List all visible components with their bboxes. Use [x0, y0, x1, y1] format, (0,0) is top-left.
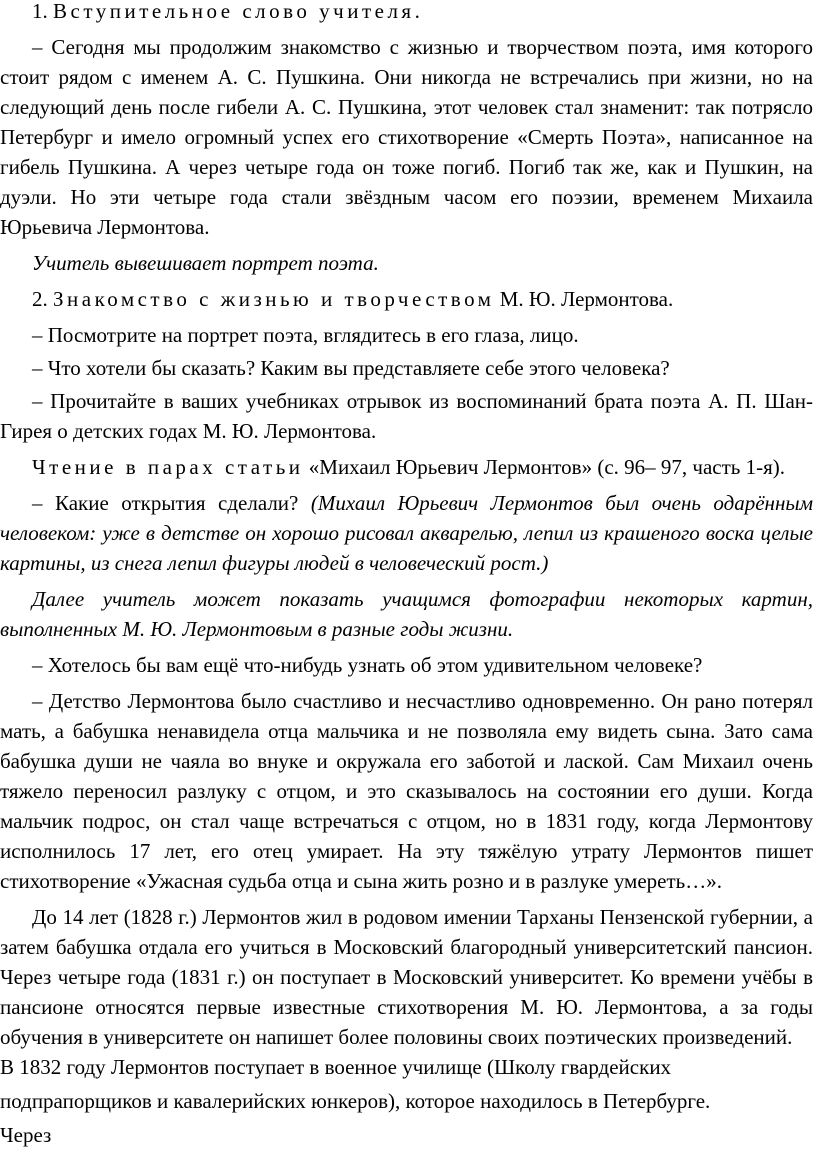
note-paintings: Далее учитель может показать учащимся фотографии некоторых картин, выполненных М. Ю. Лермонтовым в разные годы жизни.	[0, 587, 813, 641]
answer-discoveries: (Михаил Юрьевич Лермонтов был очень одарённым человеком: уже в детстве он хорошо рисовал акварелью, лепил из крашеного воска целые картины, из снега лепил фигуры людей в человеческий рост.)	[0, 491, 814, 575]
question-read: – Прочитайте в ваших учебниках отрывок из воспоминаний брата поэта А. П. Шан-Гирея о детских годах М. Ю. Лермонтова.	[0, 389, 813, 443]
paragraph-military-line2: подпрапорщиков и кавалерийских юнкеров), которое находилось в Петербурге.	[0, 1089, 711, 1113]
reading-task	[0, 452, 813, 482]
question-learn-more: – Хотелось бы вам ещё что-нибудь узнать об этом удивительном человеке?	[32, 653, 703, 677]
heading-biography-title: Знакомство с жизнью и творчеством	[53, 287, 495, 311]
paragraph-childhood: – Детство Лермонтова было счастливо и несчастливо одновременно. Он рано потерял мать, а бабушка ненавидела отца мальчика и не позволяла ему видеть сына. Зато сама бабушка души не чаяла во внуке и окружала его заботой и лаской. Сам Михаил очень тяжело переносил разлуку с отцом, и это сказывалось на состоянии его души. Когда мальчик подрос, он стал чаще встречаться с отцом, но в 1831 году, когда Лермонтову исполнилось 17 лет, его отец умирает. На эту тяжёлую утрату Лермонтов пишет стихотворение «Ужасная судьба отца и сына жить розно и в разлуке умереть…».	[0, 689, 813, 893]
question-discoveries	[0, 488, 813, 578]
paragraph-intro: – Сегодня мы продолжим знакомство с жизнью и творчеством поэта, имя которого стоит рядом с именем А. С. Пушкина. Они никогда не встречались при жизни, но на следующий день после гибели А. С. Пушкина, этот человек стал знаменит: так потрясло Петербург и имело огромный успех его стихотворение «Смерть Поэта», написанное на гибель Пушкина. А через четыре года он тоже погиб. Погиб так же, как и Пушкин, на дуэли. Но эти четыре года стали звёздным часом его поэзии, временем Михаила Юрьевича Лермонтова.	[0, 35, 813, 239]
question-discoveries-text: – Какие открытия сделали?	[32, 491, 299, 515]
heading-intro-title: Вступительное слово учителя.	[53, 0, 424, 23]
heading-intro	[0, 0, 813, 26]
paragraph-military-line1: В 1832 году Лермонтов поступает в военное училище (Школу гвардейских	[0, 1055, 672, 1079]
reading-task-title: Чтение в парах статьи	[32, 455, 304, 479]
heading-biography-rest: М. Ю. Лермонтова.	[499, 287, 674, 311]
question-portrait: – Посмотрите на портрет поэта, вглядитесь в его глаза, лицо.	[32, 323, 579, 347]
question-imagine: – Что хотели бы сказать? Каким вы представляете себе этого человека?	[32, 356, 670, 380]
heading-biography	[0, 284, 813, 314]
heading-intro-number: 1.	[32, 0, 48, 23]
paragraph-military-line3: Через	[0, 1123, 52, 1147]
paragraph-education: До 14 лет (1828 г.) Лермонтов жил в родовом имении Тарханы Пензенской губернии, а затем бабушка отдала его учиться в Московский благородный университетский пансион. Через четыре года (1831 г.) он поступает в Московский университет. Ко времени учёбы в пансионе относятся первые известные стихотворения М. Ю. Лермонтова, а за годы обучения в университете он напишет более половины своих поэтических произведений.	[0, 905, 813, 1049]
reading-task-source: «Михаил Юрьевич Лермонтов» (с. 96– 97, часть 1-я).	[308, 455, 785, 479]
heading-biography-number: 2.	[32, 287, 48, 311]
note-portrait: Учитель вывешивает портрет поэта.	[32, 251, 379, 275]
